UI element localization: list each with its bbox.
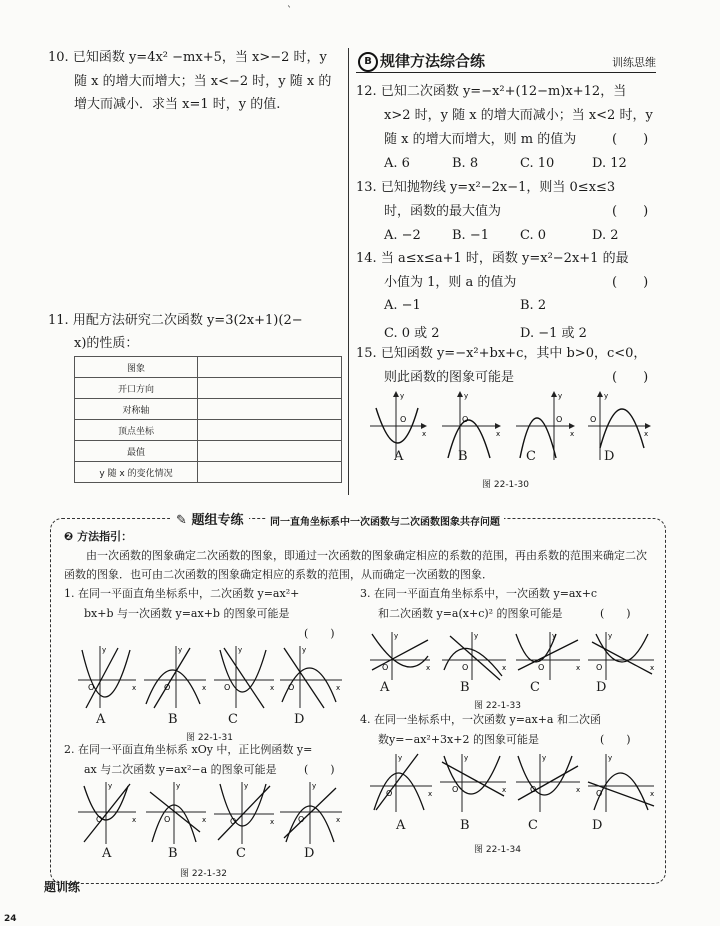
option-b[interactable]: B. 8 — [452, 156, 479, 171]
svg-text:O: O — [538, 663, 545, 672]
top-mark: ` — [287, 6, 292, 17]
question-number: 14. — [356, 251, 377, 266]
question-13-line2: 时，函数的最大值为 — [384, 204, 502, 219]
option-label: C — [528, 818, 538, 833]
answer-paren[interactable]: ( ) — [612, 275, 649, 290]
graph-d[interactable] — [280, 782, 342, 844]
figure-caption: 图 22-1-34 — [474, 845, 521, 855]
question-number: 15. — [356, 346, 377, 361]
column-divider — [348, 48, 349, 495]
graph-b[interactable] — [144, 646, 206, 708]
answer-paren[interactable]: ( ) — [304, 627, 335, 640]
table-cell-answer[interactable] — [198, 420, 342, 441]
group-question-2 — [64, 740, 312, 760]
svg-text:x: x — [202, 684, 207, 692]
graph-d[interactable] — [588, 754, 654, 812]
option-d[interactable]: D. 12 — [592, 156, 627, 171]
option-d[interactable]: D. 2 — [592, 228, 619, 243]
question-number: 13. — [356, 180, 377, 195]
question-line: 已知抛物线 y=x²−2x−1，则当 0≤x≤3 — [380, 180, 616, 195]
svg-text:O: O — [596, 789, 603, 798]
group-question-1 — [64, 584, 299, 604]
svg-text:x: x — [336, 816, 341, 824]
svg-text:y: y — [176, 782, 181, 790]
table-row — [75, 420, 342, 441]
table-row — [75, 441, 342, 462]
svg-text:y: y — [398, 754, 403, 762]
svg-text:O: O — [556, 415, 563, 424]
question-10 — [48, 46, 327, 69]
question-11-line2: x)的性质： — [74, 336, 139, 351]
answer-paren[interactable]: ( ) — [600, 607, 631, 620]
figure-22-1-34 — [366, 752, 656, 814]
table-cell-label: 顶点坐标 — [75, 420, 198, 441]
question-number: 1. — [64, 587, 75, 600]
option-label: B — [460, 680, 470, 695]
svg-text:y: y — [608, 632, 613, 640]
question-line: 已知函数 y=−x²+bx+c，其中 b>0，c<0， — [380, 346, 647, 361]
question-number: 11. — [48, 313, 69, 328]
graph-c[interactable] — [516, 392, 574, 460]
question-14 — [356, 247, 629, 270]
figure-caption: 图 22-1-30 — [482, 480, 529, 490]
svg-text:O: O — [462, 663, 469, 672]
graph-b[interactable] — [146, 782, 206, 844]
properties-table — [74, 356, 342, 483]
svg-text:O: O — [88, 683, 95, 692]
option-label: A — [102, 846, 112, 861]
svg-text:O: O — [164, 683, 171, 692]
question-12-line2: x>2 时，y 随 x 的增大而减小；当 x<2 时，y — [384, 108, 653, 123]
graph-c[interactable] — [214, 782, 274, 844]
svg-text:O: O — [298, 815, 305, 824]
table-cell-label: y 随 x 的变化情况 — [75, 462, 198, 483]
svg-text:y: y — [604, 392, 609, 400]
question-12 — [356, 80, 626, 103]
table-row — [75, 378, 342, 399]
figure-caption: 图 22-1-32 — [180, 869, 227, 879]
section-title: 规律方法综合练 — [380, 52, 486, 70]
option-a[interactable]: A. −2 — [384, 228, 421, 243]
svg-text:y: y — [244, 782, 249, 790]
svg-text:y: y — [108, 782, 113, 790]
svg-text:x: x — [428, 790, 433, 798]
question-15-line2: 则此函数的图象可能是 — [384, 370, 515, 385]
svg-text:x: x — [422, 430, 427, 438]
answer-paren[interactable]: ( ) — [612, 204, 649, 219]
question-number: 4. — [360, 713, 371, 726]
graph-a[interactable] — [370, 754, 432, 812]
method-label-text: 方法指引： — [77, 530, 133, 543]
svg-text:y: y — [474, 632, 479, 640]
table-cell-answer[interactable] — [198, 441, 342, 462]
svg-text:O: O — [400, 415, 407, 424]
guide-icon: ❷ — [64, 530, 74, 543]
svg-text:y: y — [464, 754, 469, 762]
figure-22-1-32 — [74, 780, 344, 846]
svg-text:x: x — [270, 818, 275, 826]
svg-text:y: y — [302, 646, 307, 654]
method-label — [64, 528, 132, 544]
option-a[interactable]: A. −1 — [384, 298, 421, 313]
option-b[interactable]: B. 2 — [520, 298, 547, 313]
question-line: 已知二次函数 y=−x²+(12−m)x+12，当 — [380, 84, 627, 99]
question-line: 在同一平面直角坐标系中，一次函数 y=ax+c — [374, 587, 598, 600]
table-cell-label: 对称轴 — [75, 399, 198, 420]
group-question-3 — [360, 584, 597, 604]
group-title-text: 题组专练 — [191, 513, 244, 528]
section-tag: 训练思维 — [612, 56, 656, 69]
figure-22-1-31 — [74, 644, 344, 710]
graph-c[interactable] — [214, 646, 274, 708]
option-label: B — [168, 712, 178, 727]
option-label: C — [526, 449, 536, 464]
svg-text:x: x — [502, 786, 507, 794]
svg-text:x: x — [202, 816, 207, 824]
question-number: 10. — [48, 50, 69, 65]
figure-caption: 图 22-1-31 — [186, 733, 233, 743]
table-row — [75, 399, 342, 420]
svg-text:O: O — [382, 663, 389, 672]
graph-b[interactable] — [442, 632, 506, 680]
svg-text:y: y — [394, 632, 399, 640]
svg-text:O: O — [596, 663, 603, 672]
option-label: D — [604, 449, 615, 464]
option-c[interactable]: C. 0 — [520, 228, 547, 243]
svg-text:O: O — [462, 415, 469, 424]
group-question-4 — [360, 710, 601, 730]
graph-a[interactable] — [370, 632, 430, 680]
table-row — [75, 357, 342, 378]
option-label: C — [236, 846, 246, 861]
option-label: A — [96, 712, 106, 727]
svg-text:x: x — [576, 664, 581, 672]
table-cell-label: 图象 — [75, 357, 198, 378]
table-cell-answer[interactable] — [198, 378, 342, 399]
question-11 — [48, 309, 303, 332]
svg-text:x: x — [426, 664, 431, 672]
answer-paren[interactable]: ( ) — [600, 733, 631, 746]
table-row — [75, 462, 342, 483]
option-label: C — [228, 712, 238, 727]
svg-text:y: y — [464, 392, 469, 400]
svg-text:O: O — [590, 415, 597, 424]
svg-text:y: y — [102, 646, 107, 654]
svg-text:y: y — [558, 392, 563, 400]
svg-text:O: O — [288, 683, 295, 692]
table-cell-answer[interactable] — [198, 462, 342, 483]
svg-text:y: y — [552, 632, 557, 640]
graph-c[interactable] — [516, 632, 580, 680]
side-label: 题训练 — [44, 880, 81, 894]
question-line: 已知函数 y=4x² −mx+5，当 x>−2 时，y — [72, 50, 327, 65]
question-10-line3: 增大而减小．求当 x=1 时，y 的值. — [74, 97, 281, 112]
svg-text:x: x — [270, 684, 275, 692]
question-line: 当 a≤x≤a+1 时，函数 y=x²−2x+1 的最 — [380, 251, 629, 266]
footer-bar — [0, 914, 720, 926]
answer-paren[interactable]: ( ) — [304, 763, 335, 776]
method-text: 由一次函数的图象确定二次函数的图象，即通过一次函数的图象确定相应的系数的范围，再由系数的范围来确定二次函数的图象．也可由二次函数的图象确定相应的系数的范围，从而确定一次函数的图象． — [64, 549, 647, 581]
svg-text:y: y — [238, 646, 243, 654]
question-line: 在同一平面直角坐标系 xOy 中，正比例函数 y= — [78, 743, 313, 756]
table-cell-answer[interactable] — [198, 357, 342, 378]
option-label: A — [396, 818, 406, 833]
group-question-3-line2: 和二次函数 y=a(x+c)² 的图象可能是 — [378, 607, 563, 620]
graph-d[interactable] — [588, 632, 654, 680]
svg-text:x: x — [496, 430, 501, 438]
svg-text:O: O — [386, 789, 393, 798]
group-question-2-line2: ax 与二次函数 y=ax²−a 的图象可能是 — [84, 763, 277, 776]
question-12-line3: 随 x 的增大而增大，则 m 的值为 — [384, 132, 577, 147]
option-label: B — [458, 449, 468, 464]
question-line: 在同一平面直角坐标系中，二次函数 y=ax²+ — [78, 587, 300, 600]
group-subtitle: 同一直角坐标系中一次函数与二次函数图象共存问题 — [266, 513, 504, 528]
svg-text:O: O — [230, 817, 237, 826]
graph-d[interactable] — [280, 646, 342, 708]
table-cell-answer[interactable] — [198, 399, 342, 420]
svg-text:x: x — [336, 684, 341, 692]
svg-text:x: x — [502, 664, 507, 672]
option-label: D — [596, 680, 607, 695]
question-number: 3. — [360, 587, 371, 600]
graph-a[interactable] — [78, 646, 136, 708]
svg-text:O: O — [530, 785, 537, 794]
svg-text:O: O — [96, 815, 103, 824]
question-line: 用配方法研究二次函数 y=3(2x+1)(2− — [72, 313, 303, 328]
figure-22-1-33 — [366, 630, 656, 682]
group-title — [170, 509, 249, 528]
graph-b[interactable] — [440, 754, 506, 812]
option-label: A — [380, 680, 390, 695]
question-number: 12. — [356, 84, 377, 99]
page-number: 24 — [4, 914, 17, 924]
option-label: D — [294, 712, 305, 727]
option-label: B — [460, 818, 470, 833]
option-a[interactable]: A. 6 — [384, 156, 410, 171]
question-10-line2: 随 x 的增大而增大；当 x<−2 时，y 随 x 的 — [74, 74, 332, 89]
option-d[interactable]: D. −1 或 2 — [520, 326, 587, 341]
option-label: A — [394, 449, 404, 464]
svg-text:x: x — [650, 790, 655, 798]
graph-a[interactable] — [78, 782, 136, 844]
option-c[interactable]: C. 0 或 2 — [384, 326, 440, 341]
table-cell-label: 最值 — [75, 441, 198, 462]
answer-paren[interactable]: ( ) — [612, 132, 649, 147]
svg-text:x: x — [570, 430, 575, 438]
svg-text:x: x — [650, 664, 655, 672]
question-14-line2: 小值为 1，则 a 的值为 — [384, 275, 517, 290]
svg-text:x: x — [132, 684, 137, 692]
question-13 — [356, 176, 615, 199]
group-question-1-line2: bx+b 与一次函数 y=ax+b 的图象可能是 — [84, 607, 290, 620]
graph-d[interactable] — [588, 392, 650, 460]
option-label: B — [168, 846, 178, 861]
svg-text:O: O — [164, 815, 171, 824]
table-cell-label: 开口方向 — [75, 378, 198, 399]
svg-text:x: x — [132, 816, 137, 824]
section-badge: B — [358, 52, 378, 72]
pencil-icon: ✎ — [176, 513, 187, 528]
figure-caption: 图 22-1-33 — [474, 701, 521, 711]
option-label: D — [592, 818, 603, 833]
option-label: D — [304, 846, 315, 861]
answer-paren[interactable]: ( ) — [612, 370, 649, 385]
question-15 — [356, 342, 646, 365]
graph-c[interactable] — [516, 754, 580, 812]
svg-text:y: y — [178, 646, 183, 654]
svg-text:y: y — [542, 754, 547, 762]
option-label: C — [530, 680, 540, 695]
group-question-4-line2: 数y=−ax²+3x+2 的图象可能是 — [378, 733, 539, 746]
svg-text:x: x — [644, 430, 649, 438]
question-line: 在同一坐标系中，一次函数 y=ax+a 和二次函 — [374, 713, 601, 726]
figure-22-1-30 — [360, 388, 660, 468]
option-c[interactable]: C. 10 — [520, 156, 555, 171]
svg-text:y: y — [400, 392, 405, 400]
svg-text:O: O — [224, 683, 231, 692]
option-b[interactable]: B. −1 — [452, 228, 489, 243]
svg-text:O: O — [452, 785, 459, 794]
graph-b[interactable] — [442, 392, 500, 460]
svg-text:y: y — [608, 754, 613, 762]
question-number: 2. — [64, 743, 75, 756]
section-header — [356, 50, 656, 73]
svg-text:y: y — [312, 782, 317, 790]
svg-text:x: x — [576, 786, 581, 794]
